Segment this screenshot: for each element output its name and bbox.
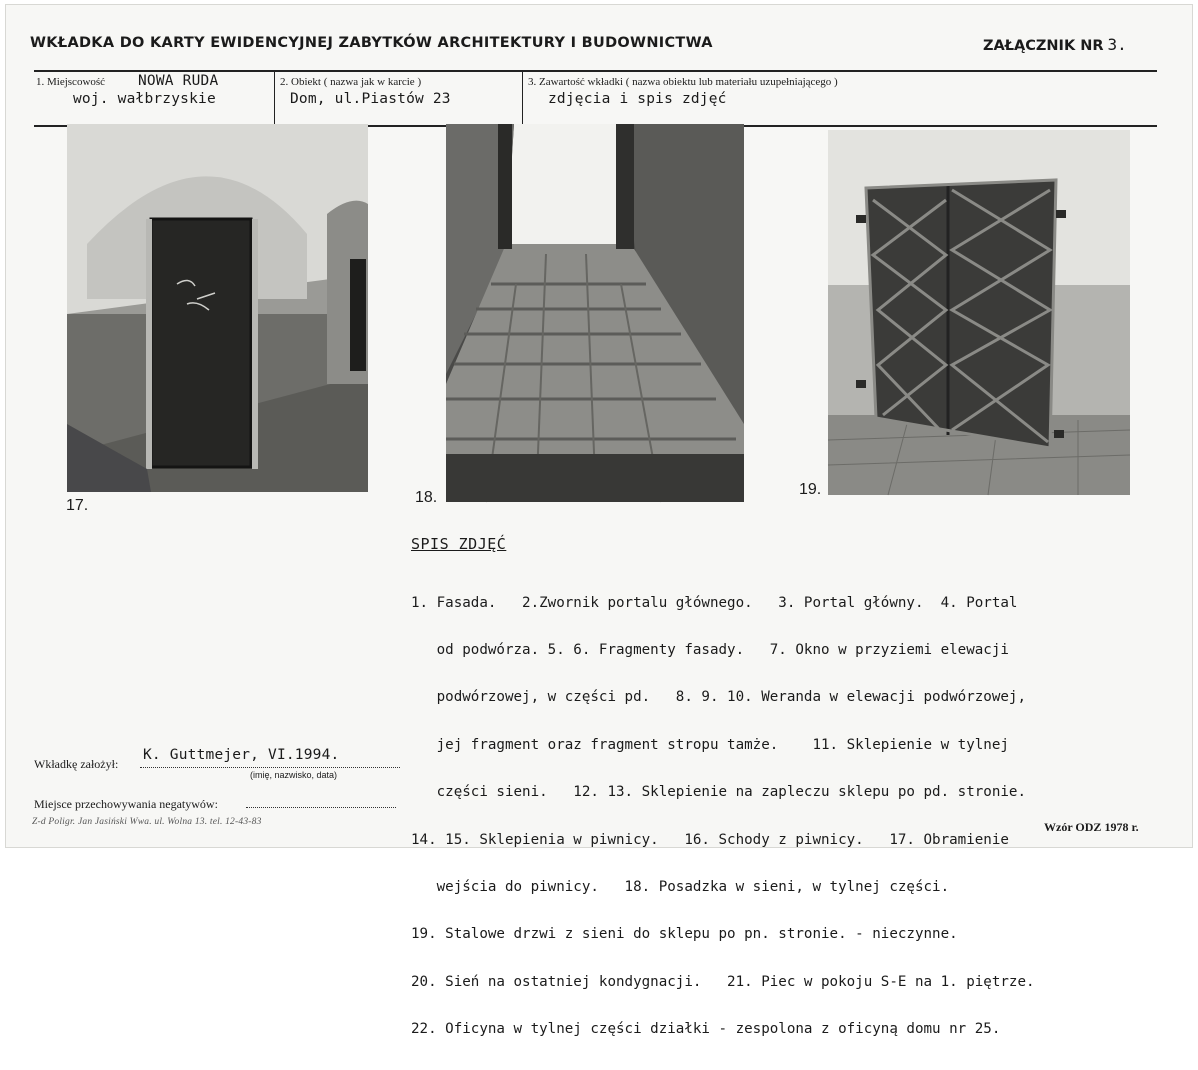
contents-label: 3. Zawartość wkładki ( nazwa obiektu lub materiału uzupełniającego ): [528, 76, 838, 88]
form-model: Wzór ODZ 1978 r.: [1044, 820, 1139, 834]
header-top-rule: [34, 70, 1157, 72]
photo-19: [828, 130, 1130, 495]
annex-number: 3.: [1107, 35, 1127, 54]
photo-list-line: części sieni. 12. 13. Sklepienie na zapleczu sklepu po pd. stronie.: [411, 784, 1026, 801]
contents-value: zdjęcia i spis zdjęć: [548, 91, 727, 107]
photo-list-line: podwórzowej, w części pd. 8. 9. 10. Weranda w elewacji podwórzowej,: [411, 689, 1026, 706]
photo-18-image: [446, 124, 744, 502]
negatives-storage-line: [246, 807, 396, 808]
object-value: Dom, ul.Piastów 23: [290, 91, 451, 107]
photo-17-number: 17.: [66, 497, 89, 514]
form-title: WKŁADKA DO KARTY EWIDENCYJNEJ ZABYTKÓW ARCHITEKTURY I BUDOWNICTWA: [30, 35, 713, 51]
annex-label-text: ZAŁĄCZNIK NR: [983, 38, 1104, 54]
field-divider-2: [522, 71, 523, 125]
prepared-by-hint: (imię, nazwisko, data): [250, 770, 338, 780]
photo-list-line: jej fragment oraz fragment stropu tamże. 11. Sklepienie w tylnej: [411, 736, 1009, 753]
photo-list-line: 19. Stalowe drzwi z sieni do sklepu po pn. stronie. - nieczynne.: [411, 926, 958, 943]
negatives-storage-label: Miejsce przechowywania negatywów:: [34, 797, 218, 811]
photo-list-line: 20. Sień na ostatniej kondygnacji. 21. Piec w pokoju S-E na 1. piętrze.: [411, 973, 1035, 990]
photo-list: [411, 564, 1171, 1070]
photo-18: [446, 124, 744, 502]
prepared-by-line: [140, 767, 400, 768]
photo-list-line: 1. Fasada. 2.Zwornik portalu głównego. 3. Portal główny. 4. Portal: [411, 594, 1018, 611]
photo-17: [67, 124, 368, 492]
printer-imprint: Z-d Poligr. Jan Jasiński Wwa. ul. Wolna 13. tel. 12-43-83: [32, 817, 262, 827]
photo-list-line: 22. Oficyna w tylnej części działki - zespolona z oficyną domu nr 25.: [411, 1021, 1001, 1038]
photo-17-image: [67, 124, 368, 492]
photo-list-title: SPIS ZDJĘĆ: [411, 535, 507, 553]
photo-list-line: od podwórza. 5. 6. Fragmenty fasady. 7. Okno w przyziemi elewacji: [411, 641, 1009, 658]
inventory-card-insert: [5, 4, 1193, 1038]
photo-19-image: [828, 130, 1130, 495]
photo-18-number: 18.: [415, 489, 438, 506]
prepared-by-label: Wkładkę założył:: [34, 757, 119, 771]
locality-label: 1. Miejscowość: [36, 76, 106, 88]
photo-list-line: 14. 15. Sklepienia w piwnicy. 16. Schody z piwnicy. 17. Obramienie: [411, 831, 1009, 848]
object-label: 2. Obiekt ( nazwa jak w karcie ): [280, 76, 422, 88]
prepared-by-value: K. Guttmejer, VI.1994.: [143, 747, 340, 763]
annex-label: [983, 35, 1127, 54]
field-divider-1: [274, 71, 275, 125]
locality-value: NOWA RUDA: [138, 73, 219, 89]
voivodeship-value: woj. wałbrzyskie: [73, 91, 216, 107]
photo-list-line: wejścia do piwnicy. 18. Posadzka w sieni, w tylnej części.: [411, 878, 950, 895]
photo-19-number: 19.: [799, 481, 822, 498]
